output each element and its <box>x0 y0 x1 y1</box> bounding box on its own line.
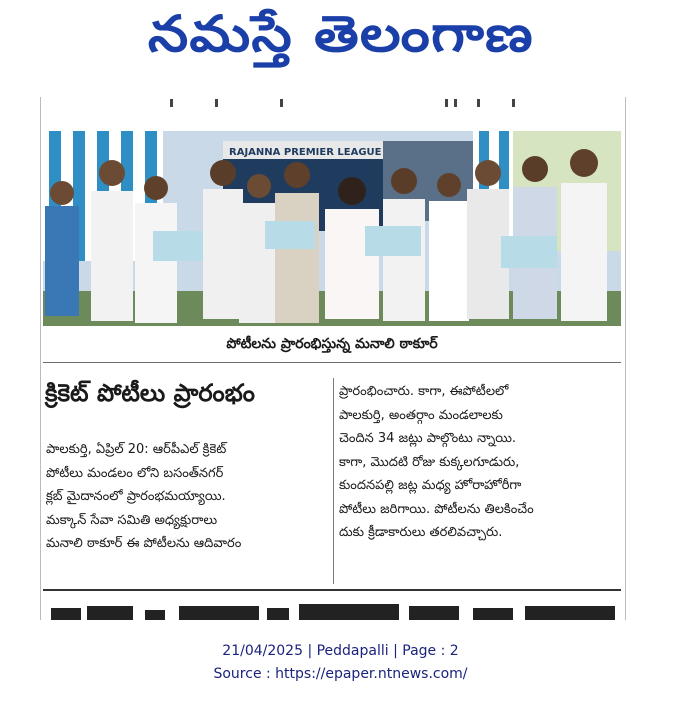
masthead <box>0 0 681 80</box>
previous-article-fragment <box>150 99 580 107</box>
article-line: పోటీలు మండలం లోని బసంత్‌నగర్ <box>46 465 224 481</box>
article-line: ప్రారంభించారు. కాగా, ఈపోటీలలో <box>339 384 509 399</box>
article-right-column <box>339 380 623 545</box>
photo-caption: పోటీలను ప్రారంభిస్తున్న మనాలి ఠాకూర్ <box>226 336 438 352</box>
article-left-column <box>46 438 331 556</box>
next-headline-fragment-glyphs <box>45 596 621 620</box>
article-line: దుకు క్రీడాకారులు తరలివచ్చారు. <box>339 525 503 540</box>
column-divider <box>333 378 334 584</box>
article-line: పాలకుర్తి, ఏప్రిల్ 20: ఆర్‌పీఎల్ క్రికెట్ <box>46 442 227 457</box>
footer-source-line: Source : https://epaper.ntnews.com/ <box>213 666 468 682</box>
event-photo <box>43 131 621 326</box>
article-line: పాలకుర్తి, అంతర్గాం మండలాలకు <box>339 407 503 423</box>
next-headline-fragment <box>45 596 621 620</box>
article-headline: క్రికెట్ పోటీలు ప్రారంభం <box>45 379 255 407</box>
article-line: కాగా, మొదటి రోజు కుక్కలగూడురు, <box>339 454 520 470</box>
article-line: కుందనపల్లి జట్ల మధ్య హోరాహోరీగా <box>339 478 522 493</box>
article-line: క్లబ్ మైదానంలో ప్రారంభమయ్యాయి. <box>46 489 226 504</box>
footer-date-line: 21/04/2025 | Peddapalli | Page : 2 <box>222 643 459 659</box>
article-line: పోటీలు జరిగాయి. పోటీలను తిలకించేం <box>339 501 534 517</box>
article-line: చెందిన 34 జట్లు పాల్గొంటు న్నాయి. <box>339 431 517 446</box>
article-line: మక్కాన్ సేవా సమితి అధ్యక్షురాలు <box>46 512 218 528</box>
article-line: మనాలి ఠాకూర్ ఈ పోటీలను ఆదివారం <box>46 536 242 551</box>
caption-divider <box>43 362 621 363</box>
masthead-title: నమస్తే తెలంగాణ <box>147 4 534 63</box>
event-photo-illustration <box>43 131 621 326</box>
banner-text: RAJANNA PREMIER LEAGUE <box>229 147 382 158</box>
article-end-divider <box>43 589 621 591</box>
